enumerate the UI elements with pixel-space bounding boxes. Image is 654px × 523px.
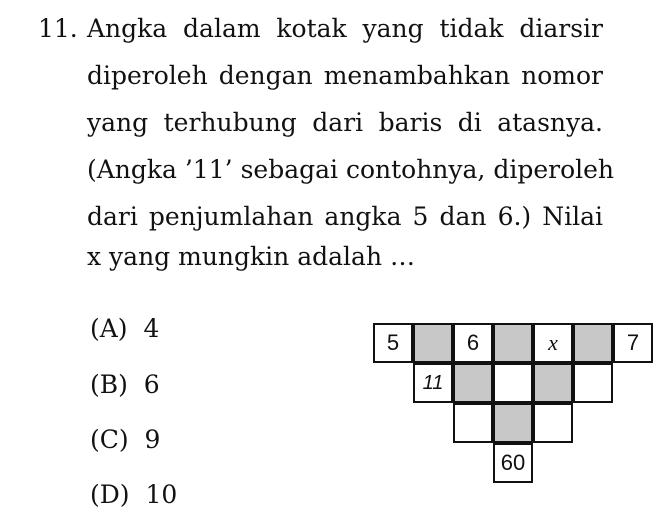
shaded-cell: [573, 323, 613, 363]
number-pyramid: [373, 323, 654, 488]
option-a[interactable]: [90, 314, 159, 343]
option-c[interactable]: [90, 425, 160, 454]
shaded-cell: [453, 363, 493, 403]
option-d[interactable]: [90, 480, 177, 509]
option-label: (B): [90, 370, 128, 399]
pyramid-cell: 5: [373, 323, 413, 363]
pyramid-cell: [573, 363, 613, 403]
question-number: 11.: [38, 14, 78, 43]
question-line-6: x yang mungkin adalah …: [87, 242, 415, 271]
pyramid-cell-bottom: 60: [493, 443, 533, 483]
pyramid-cell: [533, 403, 573, 443]
pyramid-cell: [453, 403, 493, 443]
option-b[interactable]: [90, 370, 160, 399]
question-line-3: yang terhubung dari baris di atasnya.: [87, 108, 603, 137]
shaded-cell: [493, 323, 533, 363]
shaded-cell: [413, 323, 453, 363]
shaded-cell: [493, 403, 533, 443]
option-value: 6: [143, 370, 160, 399]
option-value: 10: [145, 480, 178, 509]
pyramid-cell: [493, 363, 533, 403]
question-line-5: dari penjumlahan angka 5 dan 6.) Nilai: [87, 202, 603, 231]
shaded-cell: [533, 363, 573, 403]
pyramid-cell-x: x: [533, 323, 573, 363]
option-label: (A): [90, 314, 128, 343]
pyramid-cell: 6: [453, 323, 493, 363]
question-line-1: Angka dalam kotak yang tidak diarsir: [87, 14, 603, 43]
option-label: (C): [90, 425, 129, 454]
question-line-2: diperoleh dengan menambahkan nomor: [87, 61, 603, 90]
pyramid-cell-example: 11: [413, 363, 453, 403]
option-label: (D): [90, 480, 130, 509]
option-value: 9: [144, 425, 161, 454]
question-line-4: (Angka ’11’ sebagai contohnya, diperoleh: [87, 155, 615, 184]
option-value: 4: [143, 314, 160, 343]
pyramid-cell: 7: [613, 323, 653, 363]
